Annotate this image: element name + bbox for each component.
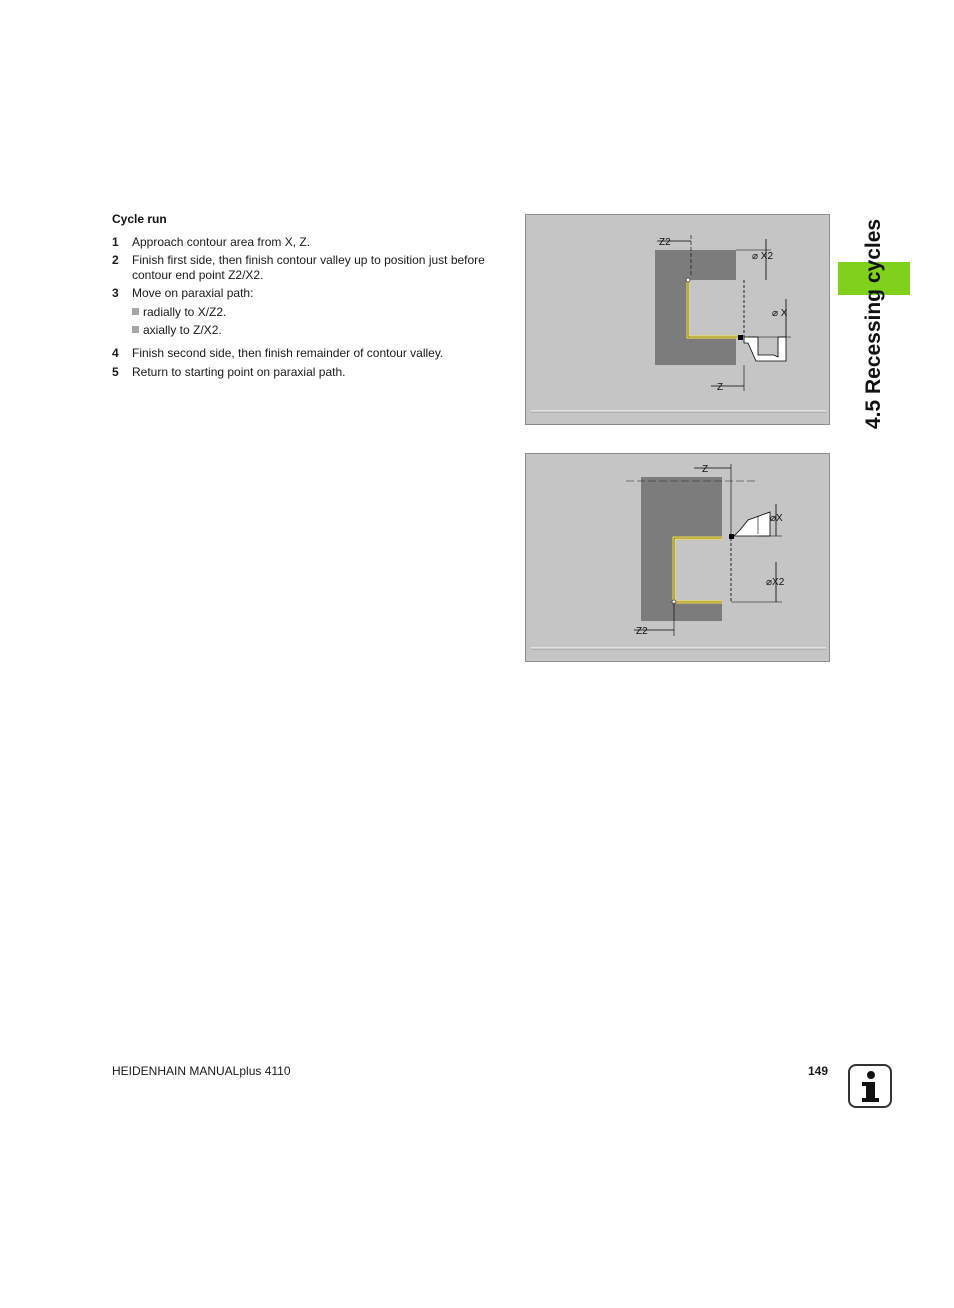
recess-valley — [688, 280, 744, 337]
sub-item-text: axially to Z/X2. — [143, 323, 222, 337]
figure-recess-radial — [525, 214, 830, 425]
side-tab-title: 4.5 Recessing cycles — [862, 218, 885, 430]
info-icon — [848, 1064, 892, 1108]
step-number: 4 — [112, 346, 119, 360]
step-number: 3 — [112, 286, 119, 300]
label-x2: ⌀X2 — [766, 577, 785, 588]
section-heading: Cycle run — [112, 212, 167, 226]
label-z: Z — [702, 464, 709, 475]
label-z2: Z2 — [636, 626, 648, 637]
contour-point — [686, 278, 690, 282]
footer-title: HEIDENHAIN MANUALplus 4110 — [112, 1064, 291, 1078]
step-number: 1 — [112, 235, 119, 249]
figure-drawing — [526, 215, 831, 426]
tool-point — [729, 534, 734, 539]
tool-holder-icon — [744, 337, 786, 361]
tool-holder-icon — [734, 512, 770, 536]
step-text: Finish second side, then finish remainder of contour valley. — [132, 346, 444, 360]
label-x2: ⌀ X2 — [752, 251, 774, 262]
label-z: Z — [717, 382, 724, 393]
step-text: Move on paraxial path: — [132, 286, 254, 300]
step-number: 2 — [112, 253, 119, 267]
figure-drawing — [526, 454, 831, 663]
step-text: Approach contour area from X, Z. — [132, 235, 311, 249]
tool-point — [738, 335, 743, 340]
sub-item-axially — [132, 323, 222, 338]
label-z2: Z2 — [659, 237, 671, 248]
figure-recess-axial — [525, 453, 830, 662]
step-text: Return to starting point on paraxial path. — [132, 365, 346, 379]
bullet-square-icon — [132, 326, 139, 333]
page-number: 149 — [808, 1064, 829, 1078]
sub-item-radially — [132, 305, 226, 320]
bullet-square-icon — [132, 308, 139, 315]
recess-valley — [674, 538, 722, 602]
label-x: ⌀X — [770, 513, 783, 524]
step-text: Finish first side, then finish contour valley up to position just before contour end point Z2/X2. — [132, 253, 485, 282]
sub-item-text: radially to X/Z2. — [143, 305, 227, 319]
info-glyph — [850, 1066, 890, 1106]
label-x: ⌀ X — [772, 308, 788, 319]
step-number: 5 — [112, 365, 119, 379]
